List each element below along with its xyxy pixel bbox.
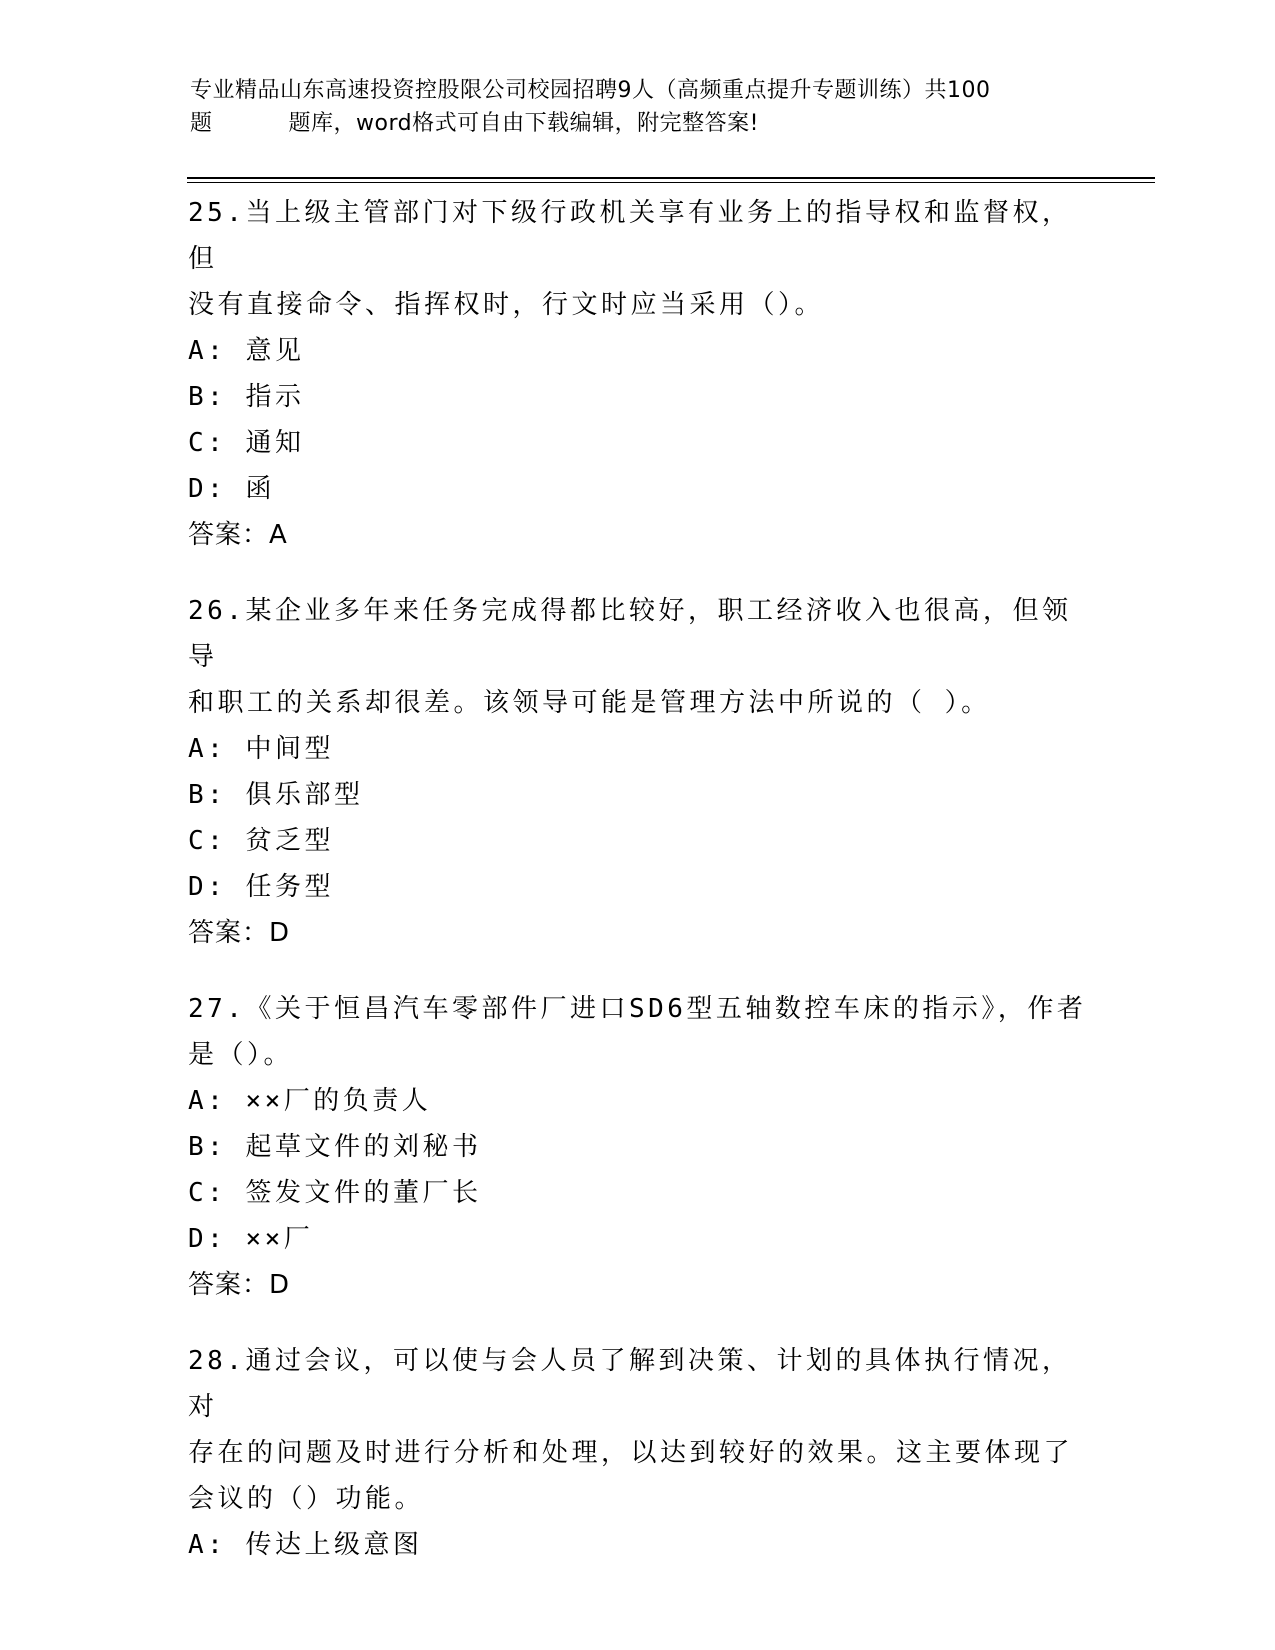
- option-c: C: 通知: [188, 428, 305, 458]
- header-divider-thick: [187, 177, 1155, 179]
- header-title-line-2: [190, 107, 1090, 140]
- question-26: [188, 588, 1088, 956]
- question-stem-line: 存在的问题及时进行分析和处理，以达到较好的效果。这主要体现了: [188, 1438, 1074, 1468]
- question-stem-line: 26.某企业多年来任务完成得都比较好，职工经济收入也很高，但领导: [188, 596, 1072, 672]
- question-25: [188, 190, 1088, 558]
- question-stem-line: 和职工的关系却很差。该领导可能是管理方法中所说的（ ）。: [188, 688, 991, 718]
- option-d: D: 任务型: [188, 872, 334, 902]
- option-d: D: 函: [188, 474, 275, 504]
- option-b: B: 起草文件的刘秘书: [188, 1132, 482, 1162]
- question-28: [188, 1338, 1088, 1568]
- option-a: A: 传达上级意图: [188, 1530, 423, 1560]
- option-c: C: 签发文件的董厂长: [188, 1178, 482, 1208]
- question-stem-line: 是（）。: [188, 1040, 294, 1070]
- question-stem-line: 28.通过会议，可以使与会人员了解到决策、计划的具体执行情况，对: [188, 1346, 1072, 1422]
- question-27: [188, 986, 1088, 1308]
- option-b: B: 指示: [188, 382, 305, 412]
- question-list: [188, 190, 1088, 1598]
- header-title-fragment: 题库，word格式可自由下载编辑，附完整答案!: [288, 111, 759, 136]
- document-header: [190, 74, 1090, 140]
- option-c: C: 贫乏型: [188, 826, 334, 856]
- option-a: A: ××厂的负责人: [188, 1086, 432, 1116]
- option-a: A: 意见: [188, 336, 305, 366]
- question-stem-line: 没有直接命令、指挥权时，行文时应当采用（）。: [188, 290, 825, 320]
- answer-text: 答案：D: [188, 1270, 291, 1300]
- option-d: D: ××厂: [188, 1224, 314, 1254]
- question-stem-line: 会议的（）功能。: [188, 1484, 425, 1514]
- option-a: A: 中间型: [188, 734, 334, 764]
- question-stem-line: 25.当上级主管部门对下级行政机关享有业务上的指导权和监督权，但: [188, 198, 1072, 274]
- header-title-line-1: 专业精品山东高速投资控股限公司校园招聘9人（高频重点提升专题训练）共100: [190, 78, 991, 103]
- header-divider-thin: [187, 182, 1155, 183]
- answer-text: 答案：D: [188, 918, 291, 948]
- header-title-fragment: 题: [190, 111, 213, 136]
- option-b: B: 俱乐部型: [188, 780, 364, 810]
- answer-text: 答案：A: [188, 520, 288, 550]
- question-stem-line: 27.《关于恒昌汽车零部件厂进口SD6型五轴数控车床的指示》，作者: [188, 994, 1087, 1024]
